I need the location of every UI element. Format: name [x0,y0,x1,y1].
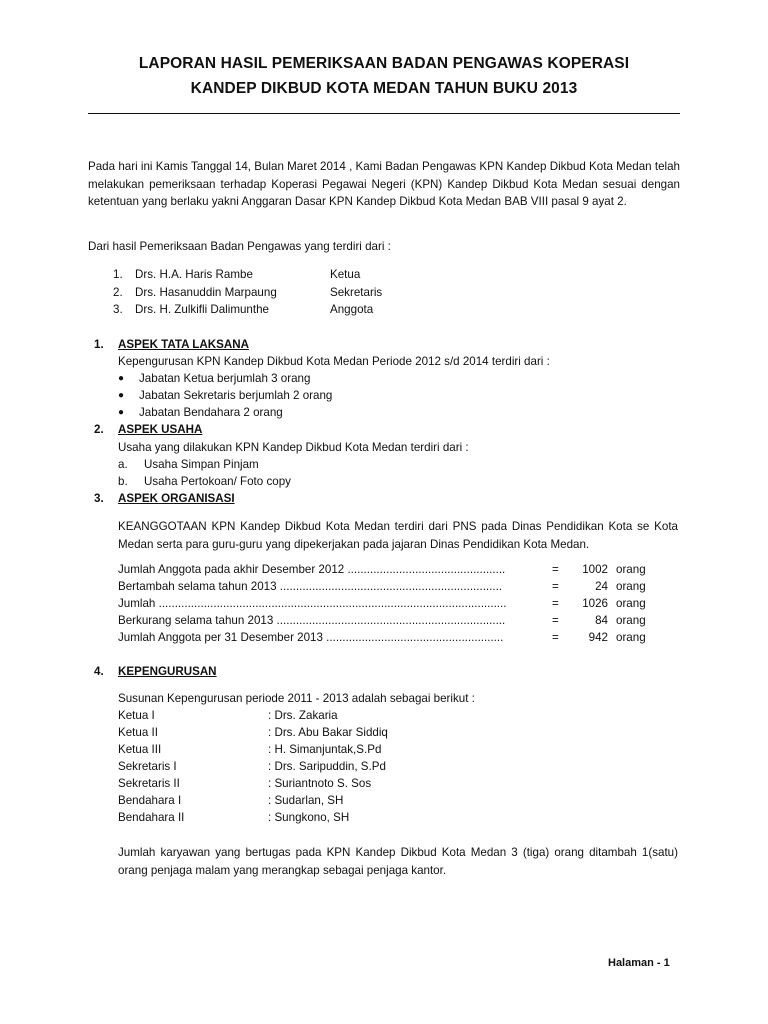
officer-position: Ketua I [118,709,155,722]
section-number: 3. [94,492,104,505]
officer-position: Sekretaris I [118,760,177,773]
section-heading: ASPEK USAHA [118,423,203,436]
row-value: 1002 [582,563,608,576]
officer-position: Bendahara I [118,794,182,807]
bullet-icon: ● [118,373,125,384]
document-title-line2: KANDEP DIKBUD KOTA MEDAN TAHUN BUKU 2013 [190,80,578,97]
officer-name: : Drs. Zakaria [268,709,338,722]
section-number: 1. [94,338,104,351]
officer-position: Ketua III [118,743,162,756]
officer-position: Sekretaris II [118,777,180,790]
bullet-icon: ● [118,390,125,401]
page-number: Halaman - 1 [608,957,670,969]
supervisor-role: Sekretaris [330,286,383,299]
intro-lead: Dari hasil Pemeriksaan Badan Pengawas yang terdiri dari : [88,240,391,253]
supervisor-name: Drs. Hasanuddin Marpaung [135,286,277,299]
supervisor-number: 1. [113,268,123,281]
section-heading: ASPEK ORGANISASI [118,492,235,505]
section-number: 4. [94,665,104,678]
bullet-item: Jabatan Ketua berjumlah 3 orang [139,372,311,385]
section-lead: Kepengurusan KPN Kandep Dikbud Kota Medan Periode 2012 s/d 2014 terdiri dari : [118,355,550,368]
officer-name: : Sungkono, SH [268,811,350,824]
row-label: Bertambah selama tahun 2013 ..................................................................... [118,580,503,593]
row-unit: orang [616,631,646,644]
officer-position: Bendahara II [118,811,185,824]
supervisor-number: 3. [113,303,123,316]
bullet-item: Jabatan Bendahara 2 orang [139,406,283,419]
section-number: 2. [94,423,104,436]
row-value: 1026 [582,597,608,610]
row-unit: orang [616,563,646,576]
title-divider [88,113,680,114]
supervisor-number: 2. [113,286,123,299]
row-unit: orang [616,597,646,610]
section-paragraph: KEANGGOTAAN KPN Kandep Dikbud Kota Medan terdiri dari PNS pada Dinas Pendidikan Kota se Kota Medan serta para guru-guru yang dipekerjakan pada jajaran Dinas Pendidikan Kota Medan. [118,520,678,551]
section-heading: ASPEK TATA LAKSANA [118,338,249,351]
list-letter: a. [118,458,128,471]
row-value: 942 [588,631,608,644]
officer-name: : H. Simanjuntak,S.Pd [268,743,382,756]
officer-name: : Suriantnoto S. Sos [268,777,372,790]
supervisor-name: Drs. H. Zulkifli Dalimunthe [135,303,270,316]
officer-name: : Drs. Abu Bakar Siddiq [268,726,388,739]
document-title-line1: LAPORAN HASIL PEMERIKSAAN BADAN PENGAWAS KOPERASI [138,55,630,72]
row-equals: = [552,580,559,593]
section-lead: Susunan Kepengurusan periode 2011 - 2013 adalah sebagai berikut : [118,692,475,705]
row-label: Berkurang selama tahun 2013 ....................................................................... [118,614,506,627]
supervisor-role: Ketua [330,268,361,281]
row-value: 24 [595,580,608,593]
row-unit: orang [616,580,646,593]
list-letter: b. [118,475,128,488]
row-equals: = [552,631,559,644]
section-lead: Usaha yang dilakukan KPN Kandep Dikbud Kota Medan terdiri dari : [118,441,469,454]
bullet-icon: ● [118,407,125,418]
officer-position: Ketua II [118,726,158,739]
section-heading: KEPENGURUSAN [118,665,217,678]
row-equals: = [552,597,559,610]
intro-paragraph: Pada hari ini Kamis Tanggal 14, Bulan Maret 2014 , Kami Badan Pengawas KPN Kandep Dikbud Kota Medan telah melakukan pemeriksaan terhadap Koperasi Pegawai Negeri (KPN) Kandep Dikbud Kota Medan sesuai dengan ketentuan yang berlaku yakni Anggaran Dasar KPN Kandep Dikbud Kota Medan BAB VIII pasal 9 ayat 2. [88,160,680,208]
row-equals: = [552,563,559,576]
row-label: Jumlah ............................................................................................................ [118,597,507,610]
row-equals: = [552,614,559,627]
row-value: 84 [595,614,608,627]
officer-name: : Sudarlan, SH [268,794,344,807]
row-label: Jumlah Anggota per 31 Desember 2013 ....................................................... [118,631,504,644]
row-label: Jumlah Anggota pada akhir Desember 2012 ................................................. [118,563,506,576]
supervisor-name: Drs. H.A. Haris Rambe [135,268,253,281]
row-unit: orang [616,614,646,627]
officer-name: : Drs. Saripuddin, S.Pd [268,760,386,773]
bullet-item: Jabatan Sekretaris berjumlah 2 orang [139,389,333,402]
supervisor-role: Anggota [330,303,374,316]
closing-paragraph: Jumlah karyawan yang bertugas pada KPN Kandep Dikbud Kota Medan 3 (tiga) orang ditambah 1(satu) orang penjaga malam yang merangkap sebagai penjaga kantor. [118,846,678,877]
list-item: Usaha Pertokoan/ Foto copy [144,475,291,488]
list-item: Usaha Simpan Pinjam [144,458,259,471]
